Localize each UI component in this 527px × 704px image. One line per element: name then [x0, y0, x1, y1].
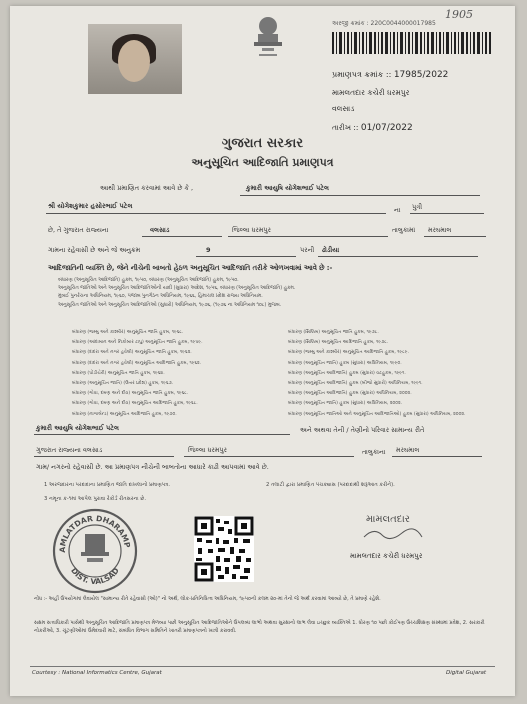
orders-list — [58, 277, 295, 310]
issuing-district: વલસાડ — [332, 104, 355, 113]
list-item: બંધારણ (પોંડીચેરી) અનુસૂચિત જાતિ હુકમ, ૧૯૬૪. — [72, 370, 165, 376]
state-emblem-icon — [248, 12, 288, 64]
order-item: બંધારણ (અનુસૂચિત આદિજાતિ) હુકમ, ૧૯૫૦, બંધારણ (અનુસૂચિત આદિજાતિ) હુકમ, ૧૯૫૦. — [58, 278, 239, 283]
qr-code — [194, 516, 254, 582]
list-item: બંધારણ (આંદામાન અને નિકોબાર ટાપુ) અનુસૂચિત જાતિ હુકમ, ૧૯૫૯. — [72, 340, 203, 346]
list-item: બંધારણ (અનુસૂચિત જાતિ) હુકમ (સુધારા) અધિનિયમ, ૨૦૦૨. — [288, 401, 403, 407]
list-item: બંધારણ (દાદરા અને નગર હવેલી) અનુસૂચિત આદિજાતિ હુકમ, ૧૯૬૨. — [72, 360, 202, 366]
father-name: શ્રી યોગેશકુમાર હસોરભાઈ પટેલ — [48, 202, 133, 210]
document-title-certificate: અનુસૂચિત આદિજાતિ પ્રમાણપત્ર — [191, 156, 334, 169]
caste-name: ઢોડીયા — [322, 246, 340, 254]
residence-suffix: અને અથવા તેની / તેણીનો પરિવાર સામાન્ય રીતે — [300, 426, 425, 434]
svg-text:MAMLATDAR DHARAMPUR: AMLATDAR DHARAMP — [57, 513, 132, 553]
issuing-office: મામલતદાર કચેરી ધરમપુર — [332, 88, 410, 97]
list-item: બંધારણ (જમ્મુ અને કાશ્મીર) અનુસૂચિત જાતિ હુકમ, ૧૯૬૮. — [72, 330, 184, 335]
certificate-page: 1905 અરજી ક્રમાંક : 220C0044000017985 પ્રમાણપત્ર ક્રમાંક :: 17985/2022 મામલતદાર કચેરી ધરમપુર વલસાડ તારીખ :: 01/07/2022 ગુજરાત સરકાર અનુસૂચિત આદિજાતિ પ્રમાણપત્ર આથી પ્રમાણિત કરવામાં આવે છે કે , કુમારી આયુષિ યોગેશભાઈ પટેલ શ્રી યોગેશકુમાર હસોરભાઈ પટેલ ના પુત્રી છે, તે ગુજરાત રાજ્યના વલસાડ જિલ્લા ધરમપુર તાલુકામાં મરઘમાલ ગામના રહેવાસી છે અને જે અનુક્રમ 9 પરની ઢોડીયા આદિજાતિની વ્યક્તિ છે, જેને નીચેની બાબતો હેઠળ અનુસૂચિત આદિજાતિ તરીકે ઓળખવામાં આવે છે :- બંધારણ (અનુસૂચિત આદિજાતિ) હુકમ, ૧૯૫૦, બંધારણ (અનુસૂચિત આદિજાતિ) હુકમ, ૧૯૫૦. અનુસૂચિત જાતિઓ અને અનુસૂચિત આદિજાતિઓની યાદી (સુધારા) આદેશ, ૧૯૫૬, બંધારણ (અનુસૂચિત આદિજાતિ) હુકમ. મુંબઈ પુનર્રચના અધિનિયમ, ૧૯૬૦, પંજાબ પુનર્ગઠન અધિનિયમ, ૧૯૬૬, હિમાચલ પ્રદેશ રાજ્ય અધિનિયમ. અનુસૂચિત જાતિઓ અને અનુસૂચિત આદિજાતિઓ (સુધારો) અધિનિયમ, ૧૯૭૬, (૧૯૭૬ ના અધિનિયમ ૧૦૮) મુજબ. બંધારણ (જમ્મુ અને કાશ્મીર) અનુસૂચિત જાતિ હુકમ, ૧૯૬૮. બંધારણ (આંદામાન અને નિકોબાર ટાપુ) અનુસૂચિત જાતિ હુકમ, ૧૯૫૯. બંધારણ (દાદરા અને નગર હવેલી) અનુસૂચિત જાતિ હુકમ, ૧૯૬૨. બંધારણ (દાદરા અને નગર હવેલી) અનુસૂચિત આદિજાતિ હુકમ, ૧૯૬૨. બંધારણ (પોંડીચેરી) અનુસૂચિત જાતિ હુકમ, ૧૯૬૪. બંધારણ (અનુસૂચિત જાતિ) (ઉત્તર પ્રદેશ) હુકમ, ૧૯૬૭. બંધારણ (ગોવા, દમણ અને દીવ) અનુસૂચિત જાતિ હુકમ, ૧૯૬૮. બંધારણ (ગોવા, દમણ અને દીવ) અનુસૂચિત આદિજાતિ હુકમ, ૧૯૬૮. બંધારણ (નાગાલેન્ડ) અનુસૂચિત આદિજાતિ હુકમ, ૧૯૭૦. બંધારણ (સિક્કિમ) અનુસૂચિત જાતિ હુકમ, ૧૯૭૮. બંધારણ (સિક્કિમ) અનુસૂચિત આદિજાતિ હુકમ, ૧૯૭૮. બંધારણ (જમ્મુ અને કાશ્મીર) અનુસૂચિત આદિજાતિ હુકમ, ૧૯૮૯. બંધારણ (અનુસૂચિત જાતિ) હુકમ (સુધારા) અધિનિયમ, ૧૯૯૦. બંધારણ (અનુસૂચિત આદિજાતિ) હુકમ (સુધારા) વટહુકમ, ૧૯૯૧. બંધારણ (અનુસૂચિત આદિજાતિ) હુકમ (બીજો સુધારો) અધિનિયમ, ૧૯૯૧. બંધારણ (અનુસૂચિત આદિજાતિ) હુકમ (સુધારા) અધિનિયમ, ૨૦૦૨. બંધારણ (અનુસૂચિત જાતિ) હુકમ (સુધારા) અધિનિયમ, ૨૦૦૨. બંધારણ (અનુસૂચિત જાતિઓ અને અનુસૂચિત આદિજાતિઓ) હુકમ (સુધારા) અધિનિયમ, ૨૦૦૨. કુમારી આયુષિ યોગેશભાઈ પટેલ અને અથવા તેની / તેણીનો પરિવાર સામાન્ય રીતે ગુજરાત રાજ્યના વલસાડ જિલ્લા ધરમપુર તાલુકાના મરઘમાલ ગામ/ નગરનો રહેવાસી છે. આ પ્રમાણપત્ર નીચેની બાબતોના આધારે કાઢી આપવામાં આવે છે. 1 અરજદારના પરદાદાના પ્રમાણિત જાતિ દાખલાનો પ્રમાણપત્ર. 2 તલાટી દ્વારા પ્રમાણિત પંચક્યાસ (પરદાદાથી શરૂઆત કરીને). 3 નમૂના ક-૧માં આપેલ પુરાવા રેકોર્ડ રીતસરના છે. AMLATDAR DHARAMP DIST. VALSAD મામલતદાર મામલતદાર કચેરી ધરમપુર નોંધ :- અહીં ઉપયોગમાં લેવાયેલ "સામાન્ય રીતે રહેવાસી (ઓ)" નો અર્થ, લોક-પ્રતિનિધિત્વ અધિનિયમ, ૧૯૫૦ની કલમ ૨૦-માં તેનો જે અર્થ કરવામાં આવ્યો છે, તે પ્રમાણે રહેશે. સક્ષમ સત્તાધિકારી પાસેથી અનુસૂચિત આદિજાતિ પ્રમાણપત્ર મેળવ્યા પછી અનુસૂચિત આદિજાતિઓને ઉપલબ્ધ લાભો અથવા સુરક્ષાનો લાભ લેવા ઇચ્છુક વ્યક્તિએ 1. ધોરણ ૧૦ પછી કોઈપણ ઉચ્ચશિક્ષણ સંસ્થામાં પ્રવેશ, 2. સરકારી નોકરીઓ, 3. ચૂંટણીઓમાં ઉમેદવારી માટે, સંબંધિત વિભાગ સમિતિને ખાતરી પ્રમાણપત્રનો ખાત્રી કરાવવી. Courtesy : National Informatics Centre, Gujarat Digital Gujarat — [10, 6, 515, 696]
list-item: બંધારણ (અનુસૂચિત આદિજાતિ) હુકમ (સુધારા) અધિનિયમ, ૨૦૦૨. — [288, 391, 412, 397]
footer-digital-gujarat: Digital Gujarat — [446, 670, 487, 676]
order-item: મુંબઈ પુનર્રચના અધિનિયમ, ૧૯૬૦, પંજાબ પુનર્ગઠન અધિનિયમ, ૧૯૬૬, હિમાચલ પ્રદેશ રાજ્ય અધિનિયમ. — [58, 294, 263, 300]
basis-item-3: 3 નમૂના ક-૧માં આપેલ પુરાવા રેકોર્ડ રીતસરના છે. — [44, 496, 146, 502]
svg-text:DIST. VALSAD: DIST. VALSAD — [69, 566, 121, 587]
list-item: બંધારણ (સિક્કિમ) અનુસૂચિત આદિજાતિ હુકમ, ૧૯૭૮. — [288, 340, 389, 346]
village-prefix: ગામના રહેવાસી છે અને જે અનુક્રમ — [48, 246, 141, 254]
residence-village: મરઘમાલ — [396, 446, 420, 454]
residence-state: ગુજરાત રાજ્યના વલસાડ — [36, 446, 103, 454]
certificate-number-label: પ્રમાણપત્ર ક્રમાંક — [332, 70, 384, 79]
list-item: બંધારણ (અનુસૂચિત જાતિઓ અને અનુસૂચિત આદિજાતિઓ) હુકમ (સુધારા) અધિનિયમ, ૨૦૦૨. — [288, 411, 466, 417]
applicant-photo — [88, 24, 182, 94]
issue-date: 01/07/2022 — [360, 123, 413, 133]
handwritten-number: 1905 — [445, 8, 473, 21]
serial-number: 9 — [206, 246, 211, 254]
list-item: બંધારણ (દાદરા અને નગર હવેલી) અનુસૂચિત જાતિ હુકમ, ૧૯૬૨. — [72, 350, 192, 356]
taluka-label: તાલુકામાં — [392, 226, 416, 234]
caste-label: પરની — [300, 246, 315, 254]
left-orders-list — [72, 328, 203, 420]
list-item: બંધારણ (અનુસૂચિત આદિજાતિ) હુકમ (બીજો સુધારો) અધિનિયમ, ૧૯૯૧. — [288, 381, 423, 387]
list-item: બંધારણ (અનુસૂચિત જાતિ) (ઉત્તર પ્રદેશ) હુકમ, ૧૯૬૭. — [72, 381, 174, 387]
document-title-government: ગુજરાત સરકાર — [221, 136, 304, 151]
residence-taluka-label: તાલુકાના — [362, 448, 386, 456]
list-item: બંધારણ (સિક્કિમ) અનુસૂચિત જાતિ હુકમ, ૧૯૭૮. — [288, 330, 379, 335]
signature-scribble — [362, 526, 432, 540]
note-ordinary-residence: નોંધ :- અહીં ઉપયોગમાં લેવાયેલ "સામાન્ય રીતે રહેવાસી (ઓ)" નો અર્થ, લોક-પ્રતિનિધિત્વ અધિનિયમ, ૧૯૫૦ની કલમ ૨૦-માં તેનો જે અર્થ કરવામાં આવ્યો છે, તે પ્રમાણે રહેશે. — [34, 596, 381, 602]
state-prefix: છે, તે ગુજરાત રાજ્યના — [48, 226, 109, 234]
date-label: તારીખ — [332, 123, 351, 132]
certificate-number: 17985/2022 — [393, 70, 449, 80]
list-item: બંધારણ (અનુસૂચિત જાતિ) હુકમ (સુધારા) અધિનિયમ, ૧૯૯૦. — [288, 360, 402, 366]
application-number-label: અરજી ક્રમાંક — [332, 20, 365, 27]
list-item: બંધારણ (અનુસૂચિત આદિજાતિ) હુકમ (સુધારા) વટહુકમ, ૧૯૯૧. — [288, 370, 406, 376]
list-item: બંધારણ (ગોવા, દમણ અને દીવ) અનુસૂચિત આદિજાતિ હુકમ, ૧૯૬૮. — [72, 401, 198, 407]
order-item: અનુસૂચિત જાતિઓ અને અનુસૂચિત આદિજાતિઓની યાદી (સુધારા) આદેશ, ૧૯૫૬, બંધારણ (અનુસૂચિત આદિજાતિ) હુકમ. — [58, 286, 296, 292]
district-suffix: જિલ્લા ધરમપુર — [232, 226, 271, 234]
barcode — [332, 32, 492, 54]
official-seal — [52, 508, 138, 594]
residence-statement: ગામ/ નગરનો રહેવાસી છે. આ પ્રમાણપત્ર નીચેની બાબતોના આધારે કાઢી આપવામાં આવે છે. — [36, 463, 269, 471]
signing-authority: મામલતદાર કચેરી ધરમપુર — [350, 552, 423, 560]
relation: પુત્રી — [412, 203, 423, 211]
right-orders-list — [288, 328, 466, 420]
district-name: વલસાડ — [150, 226, 170, 234]
list-item: બંધારણ (નાગાલેન્ડ) અનુસૂચિત આદિજાતિ હુકમ, ૧૯૭૦. — [72, 411, 177, 417]
list-item: બંધારણ (જમ્મુ અને કાશ્મીર) અનુસૂચિત આદિજાતિ હુકમ, ૧૯૮૯. — [288, 350, 409, 356]
residence-name: કુમારી આયુષિ યોગેશભાઈ પટેલ — [36, 424, 119, 432]
basis-item-2: 2 તલાટી દ્વારા પ્રમાણિત પંચક્યાસ (પરદાદાથી શરૂઆત કરીને). — [266, 482, 395, 488]
certification-intro: આથી પ્રમાણિત કરવામાં આવે છે કે , — [100, 184, 194, 192]
list-item: બંધારણ (ગોવા, દમણ અને દીવ) અનુસૂચિત જાતિ હુકમ, ૧૯૬૮. — [72, 391, 189, 397]
recognition-statement: આદિજાતિની વ્યક્તિ છે, જેને નીચેની બાબતો હેઠળ અનુસૂચિત આદિજાતિ તરીકે ઓળખવામાં આવે છે :- — [48, 264, 333, 272]
village-name: મરઘમાલ — [428, 226, 452, 234]
applicant-name: કુમારી આયુષિ યોગેશભાઈ પટેલ — [246, 184, 329, 192]
note-benefits: સક્ષમ સત્તાધિકારી પાસેથી અનુસૂચિત આદિજાતિ પ્રમાણપત્ર મેળવ્યા પછી અનુસૂચિત આદિજાતિઓને ઉપલબ્ધ લાભો અથવા સુરક્ષાનો લાભ લેવા ઇચ્છુક વ્યક્તિએ 1. ધોરણ ૧૦ પછી કોઈપણ ઉચ્ચશિક્ષણ સંસ્થામાં પ્રવેશ, 2. સરકારી નોકરીઓ, 3. ચૂંટણીઓમાં ઉમેદવારી માટે, સંબંધિત વિભાગ સમિતિને ખાતરી પ્રમાણપત્રનો ખાત્રી કરાવવી. — [34, 620, 485, 634]
basis-item-1: 1 અરજદારના પરદાદાના પ્રમાણિત જાતિ દાખલાનો પ્રમાણપત્ર. — [44, 482, 171, 488]
footer-courtesy: Courtesy : National Informatics Centre, Gujarat — [32, 670, 162, 676]
application-number: 220C0044000017985 — [370, 20, 436, 27]
order-item: અનુસૂચિત જાતિઓ અને અનુસૂચિત આદિજાતિઓ (સુધારો) અધિનિયમ, ૧૯૭૬, (૧૯૭૬ ના અધિનિયમ ૧૦૮) મુજબ. — [58, 302, 282, 308]
relation-prefix: ના — [394, 206, 401, 214]
residence-district: જિલ્લા ધરમપુર — [188, 446, 227, 454]
signature: મામલતદાર — [366, 514, 410, 525]
